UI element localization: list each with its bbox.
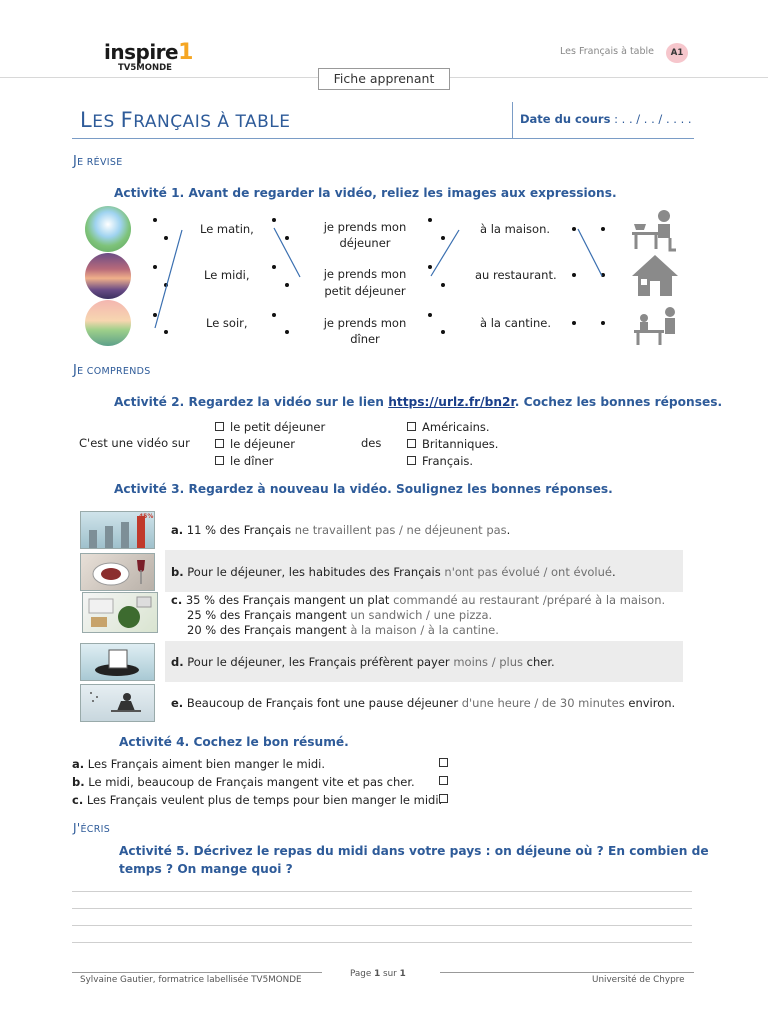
item-choice[interactable]: moins / plus [453, 655, 524, 669]
checkbox[interactable] [407, 439, 416, 448]
activity2-title [114, 395, 722, 409]
item-choice[interactable]: ne travaillent pas / ne déjeunent pas [294, 523, 507, 537]
date-value: : . . / . . / . . . . [610, 112, 692, 126]
section-comprends-rest: E COMPRENDS [77, 366, 151, 377]
summary-option-c[interactable] [72, 791, 442, 809]
meal-choices [215, 419, 325, 470]
title-rest-1: ES [92, 112, 121, 132]
item-text: 11 % des Français [183, 523, 295, 537]
meal-option-2-line1: je prends mon [323, 267, 407, 281]
activity5-title [119, 842, 709, 878]
item-text: 35 % des Français mangent un plat [182, 593, 394, 607]
writing-line[interactable] [72, 925, 692, 926]
choice-petit-dejeuner[interactable] [215, 419, 325, 436]
activity5-title-line1: Activité 5. Décrivez le repas du midi dans votre pays : on déjeune où ? En combien de [119, 844, 709, 858]
meal-option-2 [318, 266, 412, 300]
checkbox[interactable] [407, 456, 416, 465]
activity5-title-line2: temps ? On mange quoi ? [119, 862, 293, 876]
item-text: 20 % des Français mangent [187, 623, 351, 637]
summary-checkbox-a[interactable] [439, 758, 448, 767]
checkbox[interactable] [215, 422, 224, 431]
activity3-title: Activité 3. Regardez à nouveau la vidéo. Soulignez les bonnes réponses. [114, 482, 613, 496]
item-text: Pour le déjeuner, les habitudes des Français [183, 565, 445, 579]
section-comprends [73, 363, 151, 378]
choice-britanniques[interactable] [407, 436, 498, 453]
payment-card-thumbnail [80, 643, 155, 681]
video-link[interactable]: https://urlz.fr/bn2r [388, 395, 515, 409]
place-canteen: à la cantine. [480, 316, 551, 330]
section-revise-cap: J [73, 154, 78, 169]
level-badge-text: A1 [670, 48, 684, 58]
section-revise-rest: E RÉVISE [77, 157, 123, 168]
item-c-line1 [171, 593, 665, 608]
choice-diner[interactable] [215, 453, 325, 470]
item-text: Beaucoup de Français font une pause déjeuner [183, 696, 462, 710]
item-c-line3 [171, 623, 665, 638]
activity3-item-d [171, 655, 555, 669]
match-line [155, 230, 182, 328]
meal-option-3 [318, 315, 412, 347]
page-pre: Page [350, 969, 375, 979]
choice-label: le dîner [230, 454, 274, 468]
takeaway-meal-thumbnail [82, 592, 158, 633]
activity3-item-b [171, 565, 616, 579]
title-cap-2: F [120, 108, 134, 132]
activity4-title: Activité 4. Cochez le bon résumé. [119, 735, 349, 749]
section-ecris-rest: ÉCRIS [80, 824, 111, 835]
item-letter: d. [171, 655, 184, 669]
meal-option-1-line1: je prends mon [323, 220, 407, 234]
item-choice[interactable]: commandé au restaurant /préparé à la maison. [393, 593, 666, 607]
meal-option-2-line2: petit déjeuner [324, 284, 406, 298]
activity2-lead: C'est une vidéo sur [79, 436, 190, 450]
time-midday: Le midi, [204, 268, 250, 282]
brand-name: inspire [104, 40, 179, 64]
time-evening: Le soir, [206, 316, 248, 330]
item-text: Pour le déjeuner, les Français préfèrent payer [183, 655, 454, 669]
meal-option-3-line2: dîner [350, 332, 380, 346]
choice-label: Français. [422, 454, 474, 468]
section-comprends-cap: J [73, 363, 78, 378]
match-line [578, 229, 602, 276]
match-line [274, 228, 300, 277]
item-choice[interactable]: un sandwich / une pizza. [350, 608, 493, 622]
option-letter: b. [72, 775, 85, 789]
checkbox[interactable] [215, 439, 224, 448]
writing-line[interactable] [72, 942, 692, 943]
checkbox[interactable] [407, 422, 416, 431]
item-choice[interactable]: n'ont pas évolué / ont évolué [444, 565, 612, 579]
summary-option-a[interactable] [72, 755, 442, 773]
meal-option-1-line2: déjeuner [339, 236, 391, 250]
item-end: cher. [523, 655, 555, 669]
footer-page [350, 969, 406, 979]
people-choices [407, 419, 498, 470]
option-text: Les Français aiment bien manger le midi. [84, 757, 326, 771]
title-cap-1: L [80, 108, 93, 132]
activity3-item-a [171, 523, 510, 537]
summary-checkbox-c[interactable] [439, 794, 448, 803]
option-letter: c. [72, 793, 84, 807]
chart-value-label: 45% [139, 513, 154, 520]
activity2-title-pre: Activité 2. Regardez la vidéo sur le lien [114, 395, 389, 409]
activity2-title-post: . Cochez les bonnes réponses. [514, 395, 723, 409]
choice-dejeuner[interactable] [215, 436, 325, 453]
section-ecris [73, 821, 110, 835]
item-letter: a. [171, 523, 184, 537]
footer-author: Sylvaine Gautier, formatrice labellisée TV5MONDE [80, 975, 302, 985]
writing-line[interactable] [72, 891, 692, 892]
choice-label: le petit déjeuner [230, 420, 326, 434]
item-text: 25 % des Français mangent [187, 608, 351, 622]
choice-label: Britanniques. [422, 437, 499, 451]
item-choice[interactable]: d'une heure / de 30 minutes [461, 696, 625, 710]
item-letter: b. [171, 565, 184, 579]
activity2-des: des [361, 436, 382, 450]
place-restaurant: au restaurant. [475, 268, 557, 282]
checkbox[interactable] [215, 456, 224, 465]
item-end: . [611, 565, 616, 579]
item-end: . [506, 523, 511, 537]
section-ecris-cap: J' [73, 821, 81, 835]
lunch-break-thumbnail [80, 684, 155, 722]
page-total: 1 [399, 969, 406, 979]
writing-line[interactable] [72, 908, 692, 909]
wine-lunch-thumbnail [80, 553, 155, 591]
meal-option-1 [318, 219, 412, 251]
page-number: 1 [374, 969, 381, 979]
place-home: à la maison. [480, 222, 551, 236]
footer-university: Université de Chypre [592, 975, 685, 985]
brand-number: 1 [178, 40, 194, 65]
option-text: Les Français veulent plus de temps pour bien manger le midi. [83, 793, 443, 807]
item-letter: e. [171, 696, 184, 710]
time-morning: Le matin, [200, 222, 254, 236]
summary-checkbox-b[interactable] [439, 776, 448, 785]
activity4-list [72, 755, 442, 809]
brand-subtitle: TV5MONDE [118, 63, 172, 73]
item-letter: c. [171, 593, 183, 607]
choice-label: Américains. [422, 420, 490, 434]
footer-rule-left [72, 972, 322, 973]
top-title: Les Français à table [560, 46, 655, 57]
item-c-line2 [171, 608, 665, 623]
activity3-item-e [171, 696, 675, 710]
option-text: Le midi, beaucoup de Français mangent vite et pas cher. [84, 775, 415, 789]
title-rest-2: RANÇAIS À TABLE [133, 112, 291, 132]
match-line [431, 230, 459, 276]
summary-option-b[interactable] [72, 773, 442, 791]
choice-label: le déjeuner [230, 437, 295, 451]
footer-rule-right [440, 972, 694, 973]
choice-americains[interactable] [407, 419, 498, 436]
item-end: environ. [624, 696, 676, 710]
date-label: Date du cours [520, 112, 611, 126]
choice-francais[interactable] [407, 453, 498, 470]
item-choice[interactable]: à la maison / à la cantine. [350, 623, 499, 637]
page-mid: sur [380, 969, 400, 979]
activity1-title: Activité 1. Avant de regarder la vidéo, reliez les images aux expressions. [114, 186, 617, 200]
sheet-label: Fiche apprenant [333, 71, 435, 86]
statistics-chart-thumbnail [80, 511, 155, 549]
activity3-item-c [171, 593, 665, 638]
option-letter: a. [72, 757, 85, 771]
meal-option-3-line1: je prends mon [323, 316, 407, 330]
